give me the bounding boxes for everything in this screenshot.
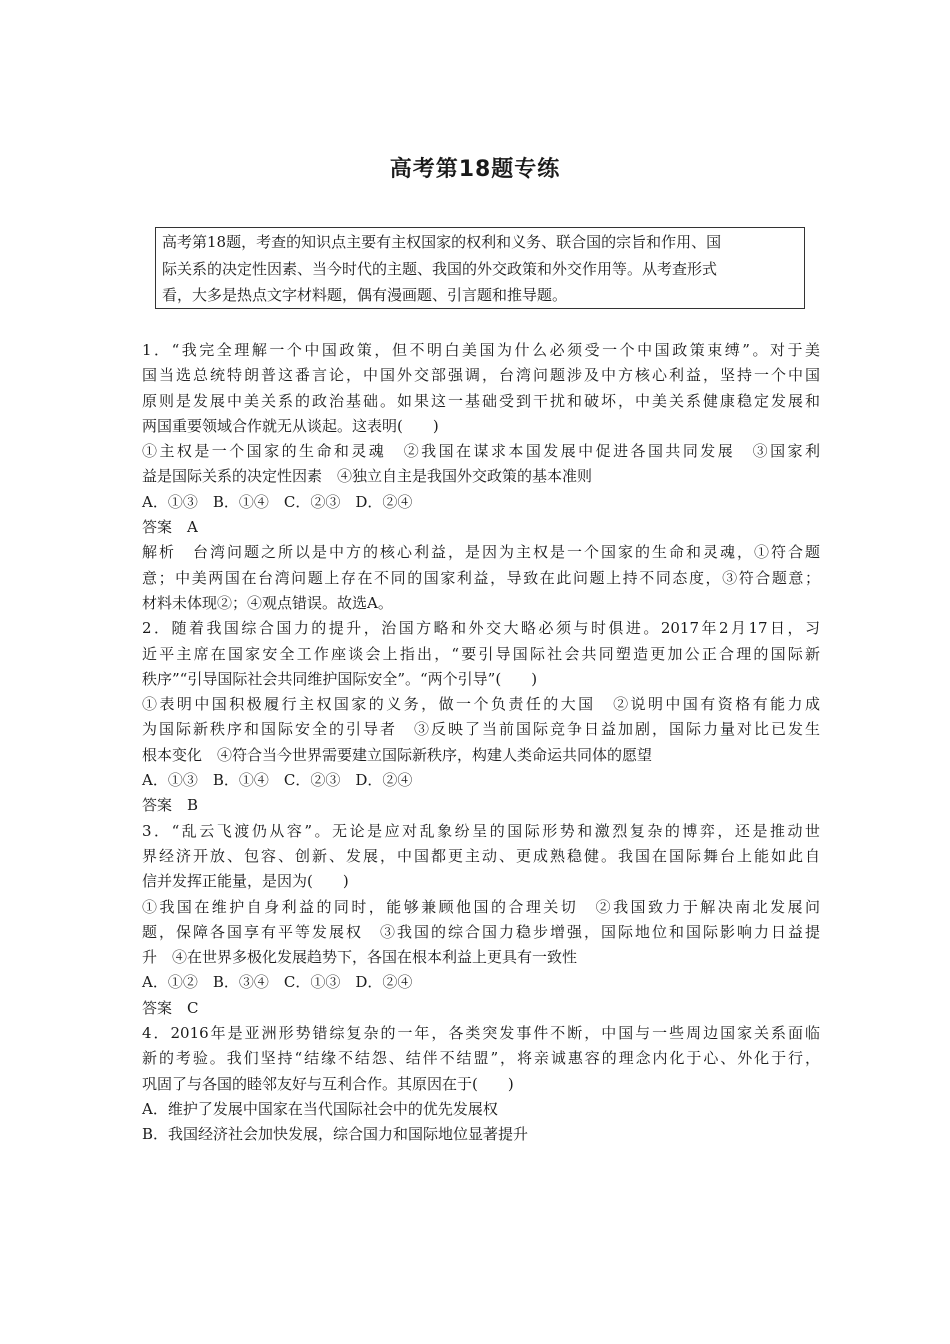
question-3-stem: 信并发挥正能量，是因为( )	[142, 872, 349, 891]
question-2-statements: 根本变化 ④符合当今世界需要建立国际新秩序，构建人类命运共同体的愿望	[142, 745, 653, 764]
question-2-options: A．①③ B．①④ C．②③ D．②④	[142, 771, 413, 790]
intro-box	[155, 227, 805, 309]
question-2-answer: 答案 B	[142, 796, 199, 815]
intro-line: 看，大多是热点文字材料题，偶有漫画题、引言题和推导题。	[162, 286, 568, 304]
question-2-stem: 秩序”“引导国际社会共同维护国际安全”。“两个引导”( )	[142, 669, 538, 688]
question-4-option-b: B．我国经济社会加快发展，综合国力和国际地位显著提升	[142, 1125, 529, 1144]
question-2-stem: 近平主席在国家安全工作座谈会上指出，“要引导国际社会共同塑造更加公正合理的国际新	[142, 644, 820, 663]
question-4-stem: 新的考验。我们坚持“结缘不结怨、结伴不结盟”，将亲诚惠容的理念内化于心、外化于行，	[142, 1049, 820, 1068]
question-1-analysis: 解析 台湾问题之所以是中方的核心利益，是因为主权是一个国家的生命和灵魂，①符合题	[142, 543, 820, 562]
question-3-stem: 界经济开放、包容、创新、发展，中国都更主动、更成熟稳健。我国在国际舞台上能如此自	[142, 846, 820, 865]
question-1-stem: 1．“我完全理解一个中国政策，但不明白美国为什么必须受一个中国政策束缚”。对于美	[142, 341, 820, 359]
question-1-analysis: 意；中美两国在台湾问题上存在不同的国家利益，导致在此问题上持不同态度，③符合题意；	[142, 568, 820, 587]
intro-line: 际关系的决定性因素、当今时代的主题、我国的外交政策和外交作用等。从考查形式	[162, 259, 718, 278]
question-1-analysis: 材料未体现②；④观点错误。故选A。	[142, 593, 393, 612]
intro-line: 高考第18题，考查的知识点主要有主权国家的权利和义务、联合国的宗旨和作用、国	[162, 233, 722, 251]
question-2-stem: 2．随着我国综合国力的提升，治国方略和外交大略必须与时俱进。2017年2月17日，习	[142, 619, 820, 638]
question-1-stem: 原则是发展中美关系的政治基础。如果这一基础受到干扰和破坏，中美关系健康稳定发展和	[142, 391, 820, 410]
question-3-statements: ①我国在维护自身利益的同时，能够兼顾他国的合理关切 ②我国致力于解决南北发展问	[142, 897, 820, 916]
question-3-answer: 答案 C	[142, 998, 199, 1017]
question-list	[142, 338, 820, 1148]
question-1-stem: 国当选总统特朗普这番言论，中国外交部强调，台湾问题涉及中方核心利益，坚持一个中国	[142, 366, 820, 385]
question-2-statements: ①表明中国积极履行主权国家的义务，做一个负责任的大国 ②说明中国有资格有能力成	[142, 695, 820, 714]
question-2-statements: 为国际新秩序和国际安全的引导者 ③反映了当前国际竞争日益加剧，国际力量对比已发生	[142, 720, 820, 739]
question-3-statements: 升 ④在世界多极化发展趋势下，各国在根本利益上更具有一致性	[142, 948, 578, 967]
question-4-stem: 巩固了与各国的睦邻友好与互利合作。其原因在于( )	[142, 1074, 514, 1093]
page-title: 高考第18题专练	[389, 157, 561, 182]
question-1-statements: ①主权是一个国家的生命和灵魂 ②我国在谋求本国发展中促进各国共同发展 ③国家利	[142, 442, 820, 461]
question-4-stem: 4．2016年是亚洲形势错综复杂的一年，各类突发事件不断，中国与一些周边国家关系面临	[142, 1024, 820, 1043]
question-3-options: A．①② B．③④ C．①③ D．②④	[142, 973, 413, 992]
question-1-stem: 两国重要领域合作就无从谈起。这表明( )	[142, 416, 439, 435]
question-3-statements: 题，保障各国享有平等发展权 ③我国的综合国力稳步增强，国际地位和国际影响力日益提	[142, 922, 820, 941]
question-1-statements: 益是国际关系的决定性因素 ④独立自主是我国外交政策的基本准则	[142, 467, 593, 486]
question-1-options: A．①③ B．①④ C．②③ D．②④	[142, 492, 413, 511]
question-1-answer: 答案 A	[142, 518, 198, 537]
question-3-stem: 3．“乱云飞渡仍从容”。无论是应对乱象纷呈的国际形势和激烈复杂的博弈，还是推动世	[142, 821, 820, 840]
question-4-option-a: A．维护了发展中国家在当代国际社会中的优先发展权	[142, 1099, 498, 1118]
